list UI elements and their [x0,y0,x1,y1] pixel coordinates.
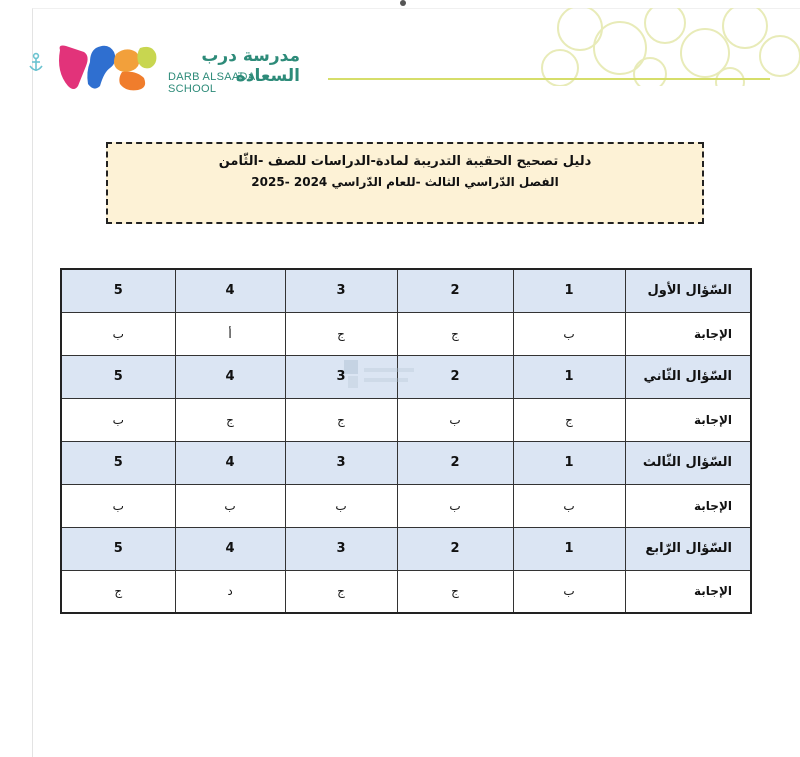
answer-cell: ب [397,398,513,441]
column-number: 2 [397,441,513,484]
question-label: السّؤال الرّابع [625,527,751,570]
page-marker-dot [400,0,406,6]
answer-label: الإجابة [625,398,751,441]
answer-cell: ج [397,570,513,613]
answer-key-table [60,268,752,614]
answer-cell: ج [285,398,397,441]
table-row [61,312,751,355]
column-number: 3 [285,355,397,398]
column-number: 3 [285,269,397,312]
table-row [61,441,751,484]
answer-label: الإجابة [625,484,751,527]
decorative-pattern [540,8,800,86]
column-number: 3 [285,527,397,570]
table-row [61,570,751,613]
question-label: السّؤال الأول [625,269,751,312]
answer-cell: ب [513,484,625,527]
column-number: 2 [397,355,513,398]
answer-cell: ج [285,570,397,613]
answer-cell: د [175,570,285,613]
answer-cell: ب [61,312,175,355]
column-number: 1 [513,441,625,484]
answer-cell: ب [61,398,175,441]
table-row [61,269,751,312]
answer-cell: ب [513,570,625,613]
column-number: 4 [175,527,285,570]
answer-cell: ج [175,398,285,441]
answer-cell: ب [397,484,513,527]
table-row [61,484,751,527]
anchor-icon [28,52,44,74]
column-number: 4 [175,269,285,312]
column-number: 4 [175,355,285,398]
column-number: 5 [61,441,175,484]
column-number: 1 [513,527,625,570]
column-number: 1 [513,269,625,312]
column-number: 5 [61,355,175,398]
document-subtitle: الفصل الدّراسي الثالث -للعام الدّراسي 2024 -2025 [251,175,559,189]
answer-cell: ج [397,312,513,355]
answer-cell: ج [513,398,625,441]
answer-cell: ج [285,312,397,355]
answer-cell: ب [513,312,625,355]
watermark-logo [340,352,420,396]
column-number: 3 [285,441,397,484]
question-label: السّؤال الثّاني [625,355,751,398]
column-number: 1 [513,355,625,398]
answer-cell: ب [175,484,285,527]
answer-cell: ج [61,570,175,613]
title-box [106,142,704,224]
column-number: 5 [61,269,175,312]
header-divider [328,78,770,80]
column-number: 4 [175,441,285,484]
school-name-arabic: مدرسة درب السعادة [201,46,300,86]
answer-cell: ب [285,484,397,527]
column-number: 5 [61,527,175,570]
answer-cell: أ [175,312,285,355]
document-title: دليل تصحيح الحقيبة التدريبة لمادة-الدراسات للصف -الثّامن [218,154,592,169]
column-number: 2 [397,269,513,312]
answer-label: الإجابة [625,312,751,355]
answer-label: الإجابة [625,570,751,613]
table-row [61,527,751,570]
school-name-english: DARB ALSAADA SCHOOL [168,71,255,95]
column-number: 2 [397,527,513,570]
answer-cell: ب [61,484,175,527]
table-row [61,398,751,441]
question-label: السّؤال الثّالث [625,441,751,484]
